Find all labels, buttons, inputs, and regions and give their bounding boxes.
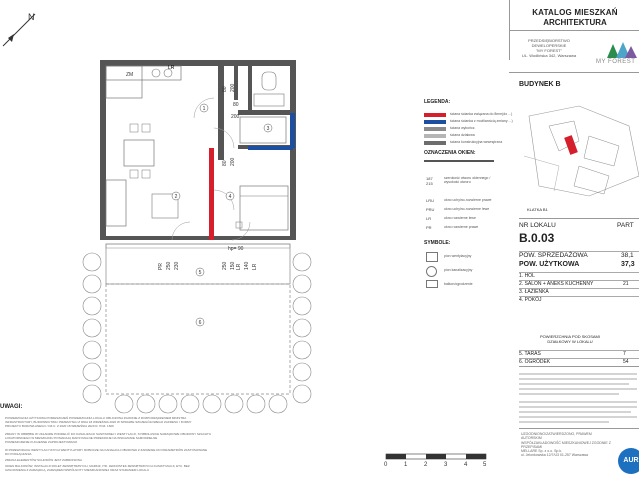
dim-200-c: 200 (230, 157, 236, 166)
scale-label-3: 3 (444, 462, 448, 468)
room-list-item: 3. ŁAZIENKA (519, 288, 639, 295)
note-line: ZMIANA ELEMENTÓW SCHODÓW JEST ZABRONIONA (5, 458, 82, 462)
symbols-title: SYMBOLE: (424, 240, 451, 246)
legend-swatch (424, 134, 446, 138)
scale-label-5: 5 (483, 462, 487, 468)
site-plan-map (519, 96, 639, 208)
legend-swatch (424, 127, 446, 131)
note-line: OKIEN BALKONÓW, INSTALACJI ROLET ZEWNĘTRZNYCH, MARKIZ, ITD. JEDNOSTEK ZEWNĘTRZNYCH KLIMATYZACJI, ETC. BEZ (5, 464, 190, 468)
room-number-6: 6 (198, 320, 202, 326)
note-line: POWIERZCHNIA UŻYTKOWA POMIESZCZEŃ POWIERZCHNIA LOKALU OBLICZONA ZGODNIE Z ROZPORZĄDZENIEM MINISTRA (5, 416, 187, 420)
building-label: BUDYNEK B (519, 81, 561, 88)
part-label: PART (617, 222, 634, 229)
dim-80-a: 80 (233, 102, 239, 108)
note-line: INFRASTRUKTURY, BUDOWNICTWA I PRZEMYSŁU Z DNIA 18 WRZEŚNIA 2020 W SPRAWIE SZCZEGÓŁOWEGO ZAKRESU I FORMY (5, 420, 192, 424)
extra-list-item: 5. TARAS 7 (519, 350, 639, 357)
room-number-5: 5 (198, 270, 202, 276)
aur-logo-icon: AUR (618, 448, 639, 474)
lr-top: LR (168, 65, 175, 71)
legend-swatch (424, 120, 446, 124)
dim-lr: LR (236, 263, 242, 270)
area-sale-row: POW. SPRZEDAŻOWA 38,1 (519, 251, 639, 259)
windows-legend-title: OZNACZENIA OKIEN: (424, 150, 476, 156)
legend-title: LEGENDA: (424, 99, 451, 105)
legend-swatch (424, 141, 446, 145)
note-line: POMIESZCZENIE KUCHENNE ZAPROJEKTOWANO (5, 440, 78, 444)
slope-area-label: POWIERZCHNIA POD SKOSAMI DZIAŁKOWY W LOKALU (539, 334, 600, 344)
zm-label: ZM (126, 72, 134, 78)
dim-250: 250 (166, 261, 172, 270)
dim-140: 140 (244, 261, 250, 270)
developer-info: PRZEDSIĘBIORSTWO DEWELOPERSKIE "MY FOREST" UL. Wodlińska 342, Warszawa (521, 38, 577, 58)
north-arrow-icon (3, 12, 35, 46)
note-line: LOKATORSKIEGO W MIESZKANIU POSIADAJĄ MAKSYMALNE PRZEKROJE NA WSKAZANIE SAMODZIELNE (5, 436, 158, 440)
dim-pr: PR (158, 263, 164, 270)
note-line: DO PODŁĄCZANIA (5, 452, 32, 456)
staircase-label: KLATKA B1 (527, 207, 548, 212)
room-list-item: 1. HOL (519, 272, 639, 279)
my-forest-logo-icon (605, 40, 639, 60)
extra-list-item: 6. OGRÓDEK 54 (519, 358, 639, 365)
dim-150: 150 (230, 261, 236, 270)
window-code-size: 187 215 (426, 176, 433, 186)
dim-80-b: 80 (222, 86, 228, 92)
dim-250-b: 250 (222, 261, 228, 270)
dim-200-a: 200 (231, 114, 240, 120)
page-title: KATALOG MIESZKAŃ (532, 8, 618, 17)
room-list-item: 4. POKÓJ (519, 296, 639, 303)
dim-200-b: 200 (230, 83, 236, 92)
drain-shaft-icon (426, 266, 437, 277)
scale-label-4: 4 (464, 462, 468, 468)
divider (519, 366, 639, 367)
dim-80-c: 80 (222, 160, 228, 166)
brand-name: MY FOREST (596, 59, 636, 65)
divider (519, 218, 639, 219)
divider (509, 30, 639, 31)
note-line: W PRZEWODACH WENTYLACYJNYCH WENTYLATORY ROBOCZE NA KANAŁACH OBUDOWA Z ZAKRESIE DO PARAMETRÓW ZASTOSOWANE (5, 448, 208, 452)
area-usable-row: POW. UŻYTKOWA 37,3 (519, 261, 635, 268)
svg-text:N: N (28, 12, 35, 22)
unit-code: B.0.03 (519, 231, 555, 245)
scale-bar (384, 452, 494, 462)
hpp-label: hp= 90 (228, 246, 244, 252)
dim-lr-b: LR (252, 263, 258, 270)
footer-info: UZGODNIONO/ZATWIERDZONO, PRAWEM AUTORSKIM WSPÓŁZAKŁADOWOŚĆ MIESZKANIOWEJ ZGODNIE Z PRZEPISAMI MELLARE Sp. z o.o. Sp.k. ul. Jelonkowska 12/7/U3 01-257 Warszawa (521, 432, 611, 458)
vent-shaft-icon (426, 252, 438, 262)
room-number-2: 2 (174, 194, 178, 200)
tree-icon (83, 253, 311, 413)
page-subtitle: ARCHITEKTURA (543, 18, 607, 27)
note-line: ZMIANY W OBRĘBIE W UKŁADZIE PODZIELIĆ DO KANALIZACJI SANITARNEJ I WENTYLACJI, SYMBOLASICE NARZĄDOWE OBUDOWY SZACHTU (5, 432, 212, 436)
divider (519, 428, 639, 429)
note-line: PROJEKTU BUDOWLANEGO / DZ.U. Z 2020 18 WRZEŚNIA 2020 R. POZ. 1609 (5, 424, 114, 428)
unit-number-label: NR LOKALU (519, 222, 556, 229)
scale-label-0: 0 (384, 462, 388, 468)
room-number-1: 1 (202, 106, 206, 112)
scale-label-2: 2 (424, 462, 428, 468)
legend-swatch (424, 113, 446, 117)
notes-title: UWAGI: (0, 404, 23, 410)
room-list-item: 2. SALON + ANEKS KUCHENNY 21 (519, 280, 639, 287)
balcony-icon (426, 280, 438, 288)
scale-label-1: 1 (404, 462, 408, 468)
disclaimer-text-block (519, 372, 639, 428)
room-number-3: 3 (266, 126, 270, 132)
dim-230: 230 (174, 261, 180, 270)
note-line: UZGODNIENIA Z ZARZĄDCĄ, ZARZĄDEM WSPÓLNOTY MIESZKANIOWEJ ORAZ STARANIEM LOKALU (5, 468, 150, 472)
room-number-4: 4 (228, 194, 232, 200)
divider (509, 72, 639, 73)
window-symbol-icon (424, 160, 494, 162)
